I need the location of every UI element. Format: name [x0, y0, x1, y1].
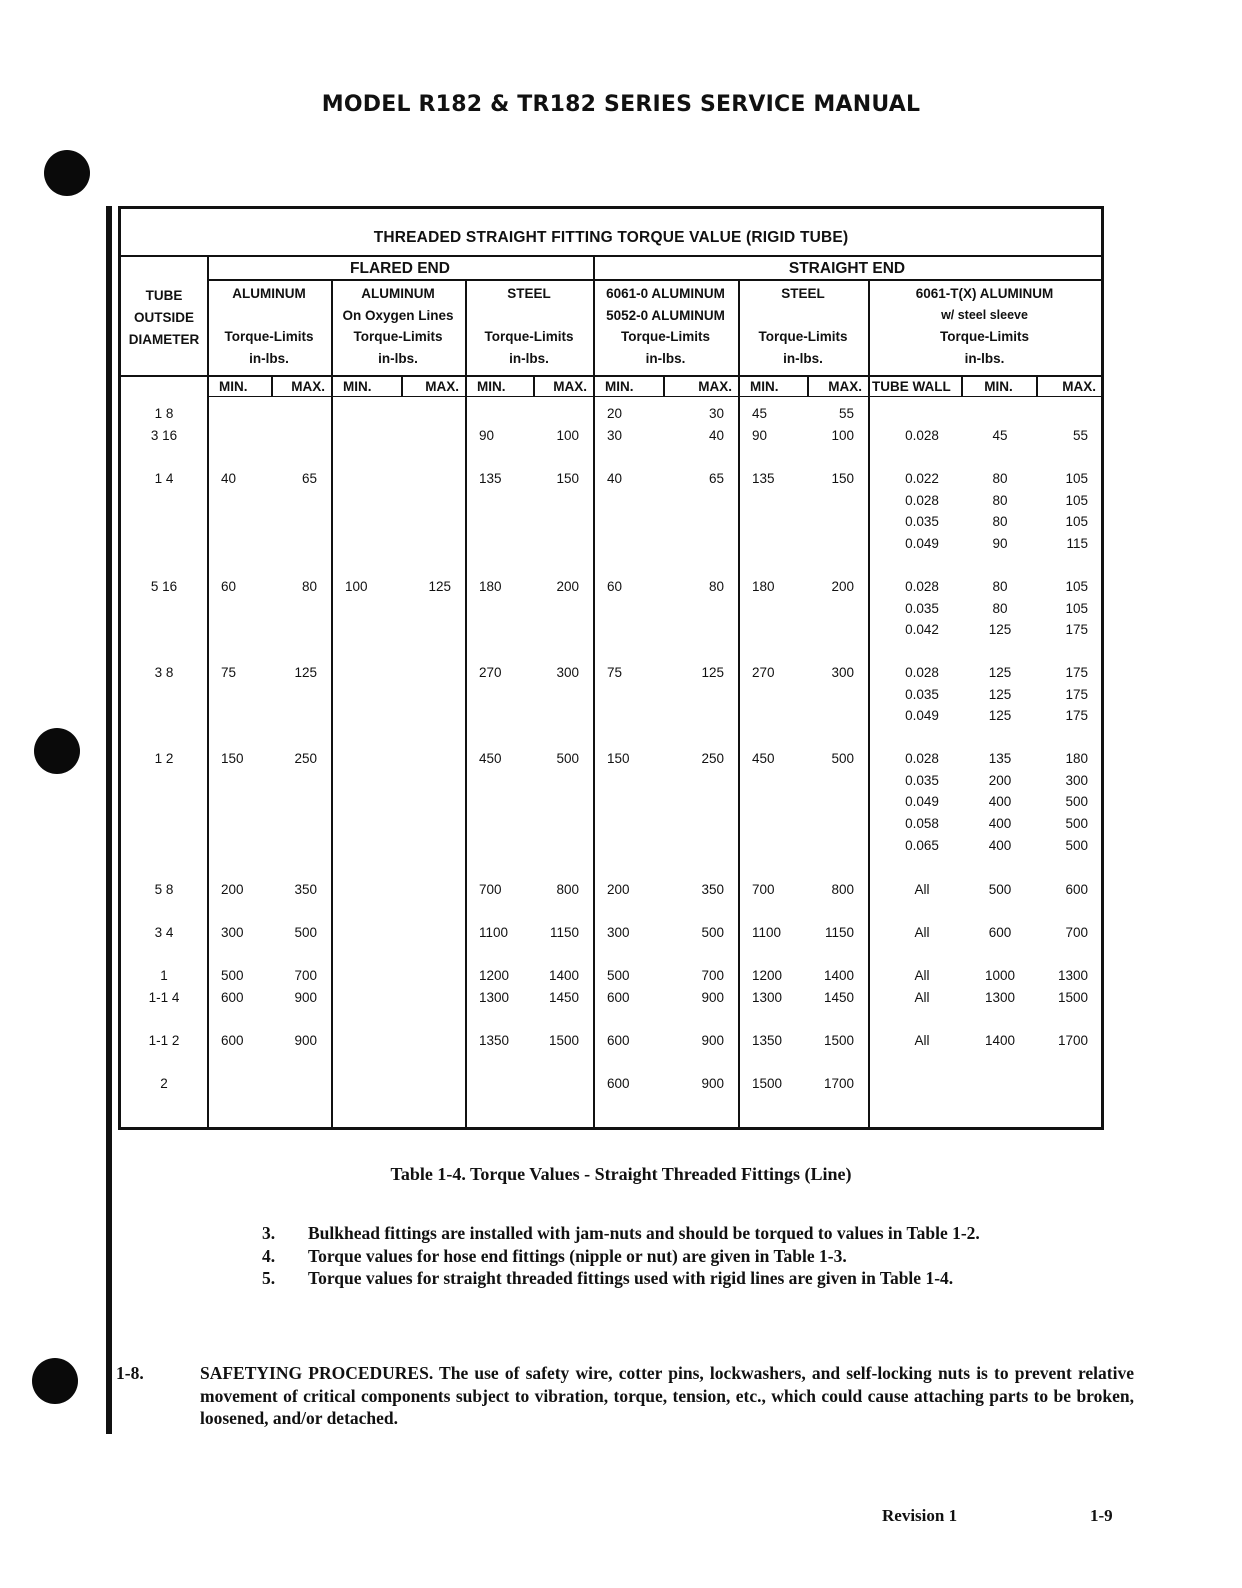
- table-rule: [207, 396, 1101, 397]
- max-value: 500: [556, 751, 579, 766]
- tube-wall-value: 0.035: [905, 514, 939, 530]
- note-item: [262, 1245, 1134, 1268]
- min-label: MIN.: [477, 379, 506, 394]
- table-title: THREADED STRAIGHT FITTING TORQUE VALUE (RIGID TUBE): [373, 229, 849, 246]
- min-value: 450: [752, 751, 775, 766]
- max-value: 700: [1065, 925, 1088, 940]
- max-value: 55: [1072, 428, 1088, 443]
- column-header-label: Torque-Limits: [758, 329, 848, 344]
- note-number: 3.: [262, 1223, 276, 1243]
- min-value: 1200: [479, 968, 510, 983]
- min-value: 125: [988, 708, 1012, 724]
- min-value: 1350: [479, 1033, 510, 1048]
- table-rule: [593, 255, 595, 1127]
- note-item: [262, 1267, 1134, 1290]
- tube-diameter: 1-1 4: [148, 990, 180, 1005]
- max-value: 900: [701, 1033, 724, 1048]
- tube-wall-value: All: [914, 968, 930, 983]
- tube-diameter: 1 4: [154, 471, 174, 486]
- binder-hole-bottom: [32, 1358, 78, 1404]
- tube-diameter: 5 16: [150, 579, 178, 594]
- max-value: 300: [831, 665, 854, 680]
- min-value: 60: [607, 579, 623, 594]
- min-value: 135: [479, 471, 502, 486]
- column-header-label: Torque-Limits: [224, 329, 314, 344]
- max-value: 125: [701, 665, 724, 680]
- tube-wall-value: 0.022: [905, 471, 939, 486]
- max-value: 150: [556, 471, 579, 486]
- table-rule: [121, 375, 1101, 377]
- min-value: 30: [607, 428, 623, 443]
- tube-wall-value: 0.058: [905, 816, 939, 832]
- column-header-label: 6061-T(X) ALUMINUM: [915, 286, 1054, 301]
- tube-diameter: 1 8: [154, 406, 174, 421]
- min-value: 1300: [984, 990, 1016, 1005]
- min-value: 300: [221, 925, 244, 940]
- tube-wall-value: 0.028: [905, 751, 939, 766]
- tube-wall-value: 0.028: [905, 579, 939, 594]
- max-value: 105: [1065, 492, 1088, 508]
- binder-hole-top: [44, 150, 90, 196]
- min-value: 40: [221, 471, 237, 486]
- max-value: 175: [1065, 686, 1088, 702]
- column-header-label: On Oxygen Lines: [342, 307, 454, 323]
- min-value: 400: [988, 837, 1012, 853]
- max-value: 500: [1065, 816, 1088, 832]
- max-value: 200: [556, 579, 579, 594]
- min-value: 80: [992, 600, 1008, 616]
- table-rule: [465, 279, 467, 1127]
- tube-wall-value: 0.049: [905, 708, 939, 724]
- tube-wall-value: 0.042: [905, 622, 939, 638]
- tube-wall-label: TUBE WALL: [872, 379, 951, 394]
- max-value: 500: [701, 925, 724, 940]
- min-value: 180: [752, 579, 775, 594]
- max-value: 180: [1065, 751, 1088, 766]
- min-value: 700: [752, 882, 775, 897]
- tube-diameter: 1-1 2: [148, 1033, 180, 1048]
- column-header-label: in-lbs.: [964, 350, 1005, 366]
- tube-diameter: 5 8: [154, 882, 174, 897]
- max-label: MAX.: [553, 379, 587, 394]
- tube-wall-value: 0.028: [905, 492, 939, 508]
- min-value: 80: [992, 579, 1008, 594]
- max-value: 1700: [1057, 1033, 1088, 1048]
- max-label: MAX.: [828, 379, 862, 394]
- max-value: 80: [301, 579, 317, 594]
- tube-wall-value: All: [914, 925, 930, 940]
- max-value: 500: [1065, 794, 1088, 810]
- tube-wall-value: All: [914, 990, 930, 1005]
- note-number: 4.: [262, 1245, 276, 1266]
- min-value: 200: [607, 882, 630, 897]
- tube-wall-value: 0.028: [905, 428, 939, 443]
- table-rule: [738, 279, 740, 1127]
- max-value: 350: [701, 882, 724, 897]
- max-value: 55: [838, 406, 854, 421]
- row-header-label: TUBE: [145, 288, 183, 303]
- max-value: 300: [1065, 772, 1088, 788]
- max-value: 100: [556, 428, 579, 443]
- min-value: 1350: [752, 1033, 783, 1048]
- max-value: 1400: [823, 968, 854, 983]
- min-value: 1500: [752, 1076, 783, 1091]
- min-value: 100: [345, 579, 368, 594]
- column-header-label: Torque-Limits: [940, 329, 1029, 344]
- min-value: 200: [988, 772, 1012, 788]
- column-header-label: STEEL: [781, 286, 825, 301]
- max-value: 700: [294, 968, 317, 983]
- min-value: 80: [992, 492, 1008, 508]
- max-value: 1450: [823, 990, 854, 1005]
- table-rule: [868, 279, 870, 1127]
- max-value: 500: [294, 925, 317, 940]
- column-header-label: in-lbs.: [509, 350, 549, 366]
- min-value: 125: [988, 622, 1012, 638]
- max-value: 900: [294, 990, 317, 1005]
- page-title: MODEL R182 & TR182 SERIES SERVICE MANUAL: [321, 92, 921, 117]
- column-header-label: in-lbs.: [645, 350, 686, 366]
- min-label: MIN.: [343, 379, 372, 394]
- min-value: 75: [221, 665, 237, 680]
- max-value: 1150: [824, 925, 854, 940]
- min-value: 300: [607, 925, 630, 940]
- tube-wall-value: 0.035: [905, 772, 939, 788]
- tube-wall-value: 0.049: [905, 794, 939, 810]
- tube-diameter: 3 16: [150, 428, 178, 443]
- max-value: 1500: [823, 1033, 854, 1048]
- column-header-label: ALUMINUM: [361, 286, 435, 301]
- min-label: MIN.: [219, 379, 248, 394]
- tube-diameter: 3 4: [154, 925, 174, 940]
- min-value: 450: [479, 751, 502, 766]
- min-value: 400: [988, 794, 1012, 810]
- notes-list: [262, 1222, 1134, 1290]
- min-value: 45: [992, 428, 1008, 443]
- min-value: 200: [221, 882, 244, 897]
- max-value: 175: [1065, 708, 1088, 724]
- table-rule: [331, 279, 333, 1127]
- column-header-label: Torque-Limits: [621, 329, 710, 344]
- paragraph-text: SAFETYING PROCEDURES. The use of safety wire, cotter pins, lockwashers, and self-locking nuts is to prevent relative movement of critical components subject to vibration, torque, tension, etc., which could cause attaching parts to be broken, loosened, and/or detached.: [200, 1363, 1134, 1428]
- max-value: 105: [1065, 471, 1088, 486]
- max-value: 150: [831, 471, 854, 486]
- table-rule: [121, 255, 1101, 257]
- min-value: 600: [607, 1076, 630, 1091]
- group-header-straight: STRAIGHT END: [788, 260, 906, 277]
- min-value: 150: [221, 751, 244, 766]
- min-value: 600: [988, 925, 1012, 940]
- note-text: Torque values for straight threaded fittings used with rigid lines are given in Table 1-4.: [308, 1268, 954, 1288]
- table-rule: [207, 255, 209, 1127]
- max-value: 65: [708, 471, 724, 486]
- min-value: 1400: [984, 1033, 1016, 1048]
- change-bar: [106, 206, 112, 1434]
- revision-label: Revision 1: [882, 1506, 958, 1525]
- min-value: 90: [752, 428, 768, 443]
- tube-diameter: 1: [160, 968, 168, 983]
- min-value: 90: [992, 536, 1008, 552]
- column-header-label: Torque-Limits: [484, 329, 574, 344]
- min-value: 90: [479, 428, 495, 443]
- min-value: 60: [221, 579, 237, 594]
- min-value: 125: [988, 686, 1012, 702]
- column-header-label: 5052-0 ALUMINUM: [606, 307, 725, 323]
- max-value: 175: [1065, 665, 1088, 680]
- table-rule: [207, 279, 1101, 281]
- min-value: 500: [221, 968, 244, 983]
- column-header-label: STEEL: [507, 286, 551, 301]
- column-header-label: w/ steel sleeve: [941, 307, 1028, 322]
- max-value: 900: [294, 1033, 317, 1048]
- column-header-label: in-lbs.: [378, 350, 418, 366]
- safetying-paragraph: [116, 1362, 1134, 1430]
- max-value: 80: [708, 579, 724, 594]
- tube-diameter: 3 8: [154, 665, 174, 680]
- max-value: 800: [556, 882, 579, 897]
- min-value: 40: [607, 471, 623, 486]
- min-value: 600: [221, 990, 244, 1005]
- min-value: 75: [607, 665, 623, 680]
- table-caption: Table 1-4. Torque Values - Straight Threaded Fittings (Line): [390, 1164, 852, 1184]
- min-value: 500: [988, 882, 1012, 897]
- min-value: 270: [752, 665, 775, 680]
- min-value: 400: [988, 816, 1012, 832]
- max-value: 500: [831, 751, 854, 766]
- max-value: 300: [556, 665, 579, 680]
- tube-wall-value: 0.065: [905, 837, 939, 853]
- min-value: 45: [752, 406, 768, 421]
- max-value: 900: [701, 1076, 724, 1091]
- max-label: MAX.: [291, 379, 325, 394]
- max-value: 600: [1065, 882, 1088, 897]
- max-value: 175: [1065, 622, 1088, 638]
- max-value: 40: [708, 428, 724, 443]
- note-item: [262, 1222, 1134, 1245]
- note-text: Torque values for hose end fittings (nipple or nut) are given in Table 1-3.: [308, 1245, 847, 1266]
- max-value: 30: [708, 406, 724, 421]
- min-value: 500: [607, 968, 630, 983]
- min-value: 80: [992, 471, 1008, 486]
- max-value: 1500: [548, 1033, 579, 1048]
- max-value: 500: [1065, 837, 1088, 853]
- group-header-flared: FLARED END: [350, 260, 450, 277]
- tube-wall-value: All: [914, 1033, 930, 1048]
- min-value: 20: [607, 406, 623, 421]
- max-value: 125: [294, 665, 317, 680]
- max-value: 1500: [1057, 990, 1088, 1005]
- min-value: 1100: [752, 925, 782, 940]
- max-value: 350: [294, 882, 317, 897]
- row-header-label: OUTSIDE: [133, 310, 194, 325]
- column-header-label: in-lbs.: [249, 350, 289, 366]
- max-value: 1300: [1057, 968, 1088, 983]
- min-value: 150: [607, 751, 630, 766]
- min-label: MIN.: [605, 379, 634, 394]
- column-header-label: ALUMINUM: [232, 286, 306, 301]
- tube-wall-value: 0.049: [905, 536, 939, 552]
- min-value: 700: [479, 882, 502, 897]
- column-header-label: in-lbs.: [783, 350, 823, 366]
- min-value: 600: [607, 1033, 630, 1048]
- column-header-label: 6061-0 ALUMINUM: [606, 286, 725, 301]
- min-value: 135: [988, 751, 1012, 766]
- max-value: 1700: [823, 1076, 854, 1091]
- max-value: 250: [701, 751, 724, 766]
- max-value: 250: [294, 751, 317, 766]
- torque-table: [118, 206, 1104, 1130]
- tube-wall-value: 0.028: [905, 665, 939, 680]
- min-label: MIN.: [750, 379, 779, 394]
- tube-wall-value: 0.035: [905, 686, 939, 702]
- min-value: 180: [479, 579, 502, 594]
- max-value: 105: [1065, 600, 1088, 616]
- max-value: 800: [831, 882, 854, 897]
- max-value: 125: [428, 579, 451, 594]
- row-header-label: DIAMETER: [128, 332, 200, 347]
- tube-diameter: 2: [160, 1076, 168, 1091]
- max-label: MAX.: [1062, 379, 1096, 394]
- min-value: 1000: [984, 968, 1016, 983]
- min-value: 1300: [479, 990, 510, 1005]
- min-value: 1100: [479, 925, 509, 940]
- max-value: 1150: [549, 925, 579, 940]
- min-value: 1200: [752, 968, 783, 983]
- min-label: MIN.: [984, 379, 1013, 394]
- min-value: 80: [992, 514, 1008, 530]
- min-value: 600: [607, 990, 630, 1005]
- max-value: 900: [701, 990, 724, 1005]
- min-value: 270: [479, 665, 502, 680]
- max-value: 105: [1065, 514, 1088, 530]
- paragraph-number: 1-8.: [116, 1363, 144, 1383]
- min-value: 135: [752, 471, 775, 486]
- min-value: 1300: [752, 990, 783, 1005]
- page-number: 1-9: [1090, 1506, 1113, 1525]
- max-value: 105: [1065, 579, 1088, 594]
- tube-wall-value: 0.035: [905, 600, 939, 616]
- max-value: 700: [701, 968, 724, 983]
- note-text: Bulkhead fittings are installed with jam-nuts and should be torqued to values in Table 1-2.: [308, 1223, 980, 1243]
- min-value: 125: [988, 665, 1012, 680]
- max-value: 200: [831, 579, 854, 594]
- column-header-label: Torque-Limits: [353, 329, 443, 344]
- max-label: MAX.: [425, 379, 459, 394]
- max-value: 115: [1066, 536, 1088, 552]
- tube-wall-value: All: [914, 882, 930, 897]
- max-value: 65: [301, 471, 317, 486]
- note-number: 5.: [262, 1268, 276, 1288]
- max-value: 1450: [548, 990, 579, 1005]
- min-value: 600: [221, 1033, 244, 1048]
- max-value: 100: [831, 428, 854, 443]
- binder-hole-middle: [34, 728, 80, 774]
- max-label: MAX.: [698, 379, 732, 394]
- tube-diameter: 1 2: [154, 751, 174, 766]
- max-value: 1400: [548, 968, 579, 983]
